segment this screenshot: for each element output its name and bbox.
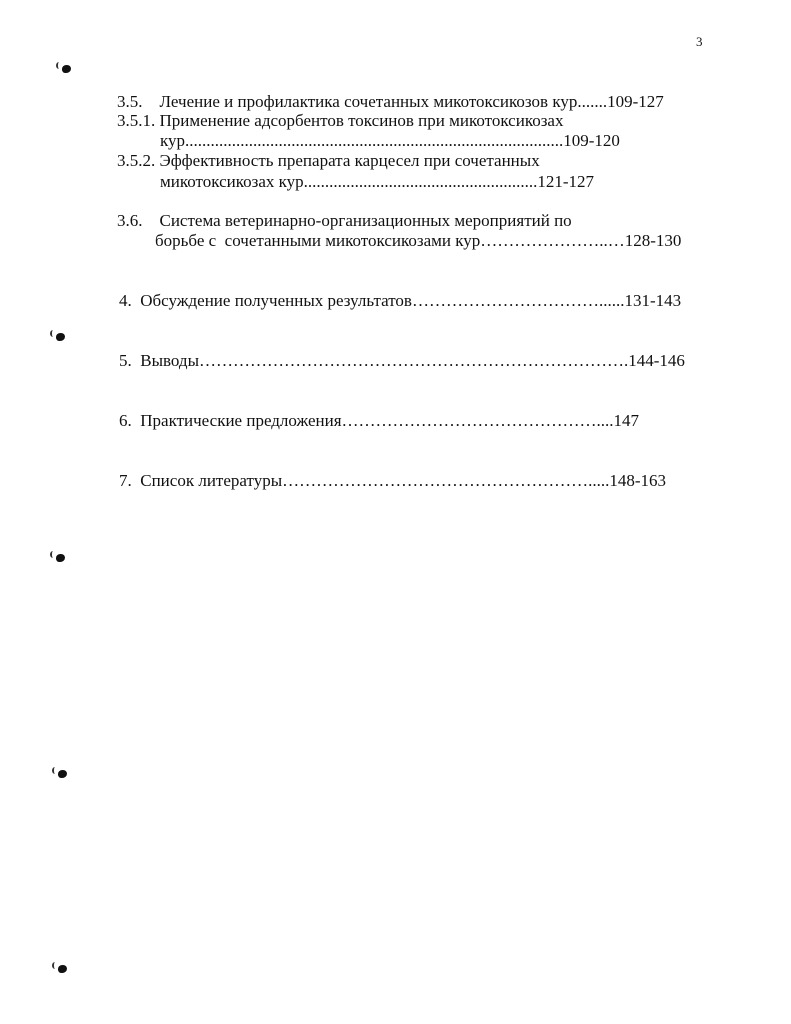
toc-entry-3-5-1: 3.5.1. Применение адсорбентов токсинов при микотоксикозах xyxy=(117,111,564,130)
binding-hole-mark xyxy=(56,554,65,562)
binding-hole-mark xyxy=(58,965,67,973)
toc-entry-4: 4. Обсуждение полученных результатов……………………………......131-143 xyxy=(119,291,682,310)
binding-hole-mark xyxy=(56,333,65,341)
toc-entry-3-5-1-continued: кур.........................................................................................109-120 xyxy=(160,131,620,150)
toc-entry-5: 5. Выводы………………………………………………………………….144-146 xyxy=(119,351,685,370)
toc-entry-3-6: 3.6. Система ветеринарно-организационных мероприятий по xyxy=(117,211,572,230)
binding-hole-mark xyxy=(62,65,71,73)
toc-entry-3-5-2: 3.5.2. Эффективность препарата карцесел при сочетанных xyxy=(117,151,540,170)
toc-entry-3-5-2-continued: микотоксикозах кур.......................................................121-127 xyxy=(160,172,595,191)
toc-entry-3-5: 3.5. Лечение и профилактика сочетанных микотоксикозов кур.......109-127 xyxy=(117,92,664,111)
page-number: 3 xyxy=(696,34,703,49)
toc-entry-7: 7. Список литературы……………………………………………….....148-163 xyxy=(119,471,667,490)
toc-entry-3-6-continued: борьбе с сочетанными микотоксикозами кур…………………..…128-130 xyxy=(155,231,682,250)
toc-entry-6: 6. Практические предложения………………………………………....147 xyxy=(119,411,640,430)
binding-hole-mark xyxy=(58,770,67,778)
